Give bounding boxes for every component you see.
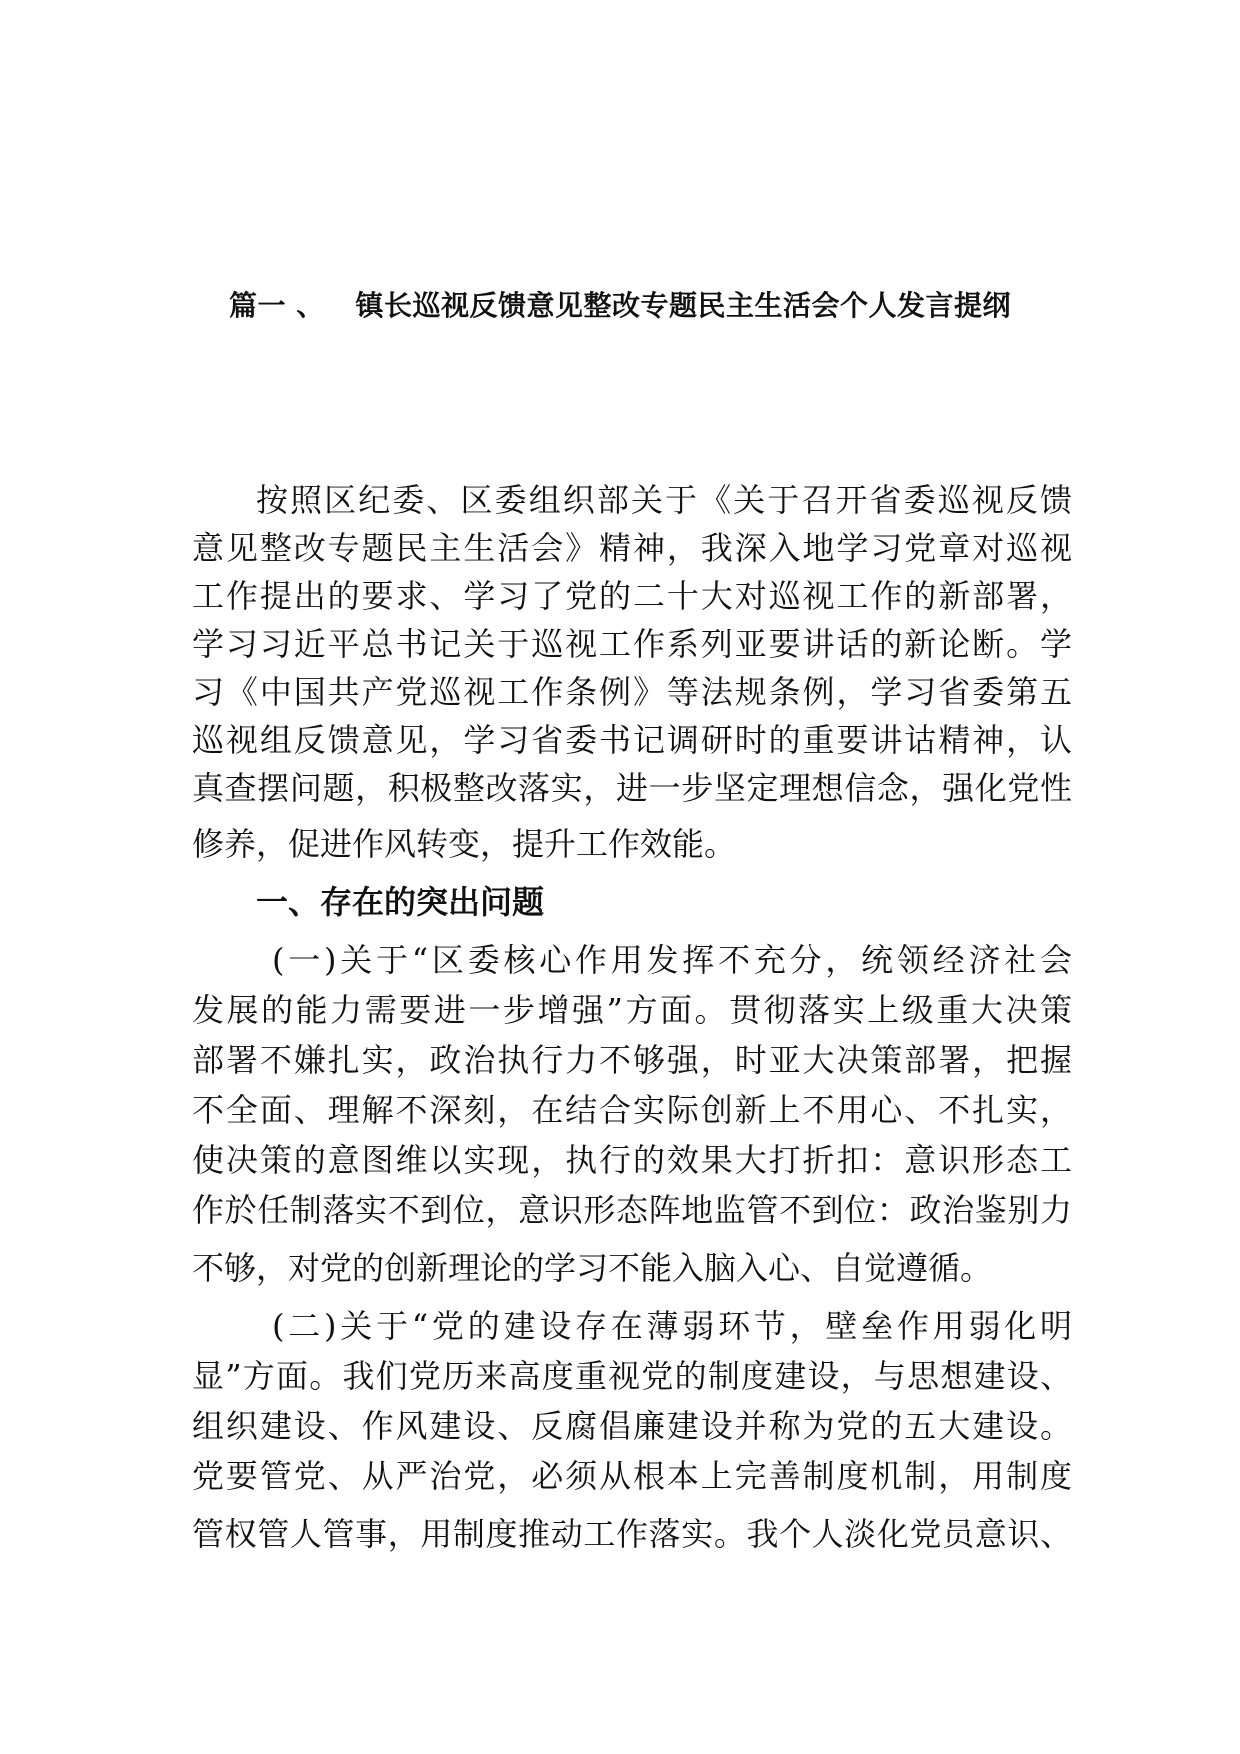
intro-line: 按照区纪委、区委组织部关于《关于召开省委巡视反馈 — [256, 481, 1072, 519]
intro-line: 工作提出的要求、学习了党的二十大对巡视工作的新部署， — [192, 577, 1072, 615]
item2-line: 党要管党、从严治党，必须从根本上完善制度机制，用制度 — [192, 1457, 1072, 1495]
document-title: 篇一 、 镇长巡视反馈意见整改专题民主生活会个人发言提纲 — [229, 289, 1011, 322]
item2-line: 管权管人管事，用制度推动工作落实。我个人淡化党员意识、 — [192, 1515, 1072, 1553]
item2-line: 显”方面。我们党历来高度重视党的制度建设，与思想建设、 — [192, 1357, 1072, 1395]
intro-line: 真查摆问题，积极整改落实，进一步坚定理想信念，强化党性 — [192, 769, 1072, 807]
item1-line: 作於任制落实不到位，意识形态阵地监管不到位：政治鉴别力 — [192, 1191, 1072, 1229]
section-heading: 一、存在的突出问题 — [256, 883, 545, 921]
intro-line: 习《中国共产党巡视工作条例》等法规条例，学习省委第五 — [192, 673, 1072, 711]
intro-line: 学习习近平总书记关于巡视工作系列亚要讲话的新论断。学 — [192, 625, 1072, 663]
intro-line: 巡视组反馈意见，学习省委书记调研时的重要讲诂精神，认 — [192, 721, 1072, 759]
item1-line: 不全面、理解不深刻，在结合实际创新上不用心、不扎实， — [192, 1091, 1072, 1129]
item1-line: (一)关于“区委核心作用发挥不充分，统领经济社会 — [272, 941, 1072, 979]
intro-line: 意见整改专题民主生活会》精神，我深入地学习党章对巡视 — [192, 529, 1072, 567]
item1-line: 部署不嫌扎实，政治执行力不够强，时亚大决策部署，把握 — [192, 1041, 1072, 1079]
item2-line: 组织建设、作风建设、反腐倡廉建设并称为党的五大建设。 — [192, 1407, 1072, 1445]
item1-line: 不够，对党的创新理论的学习不能入脑入心、自觉遵循。 — [192, 1249, 993, 1287]
intro-line: 修养，促进作风转变，提升工作效能。 — [192, 825, 737, 863]
item2-line: (二)关于“党的建设存在薄弱环节，壁垒作用弱化明 — [272, 1307, 1072, 1345]
item1-line: 发展的能力需要进一步增强”方面。贯彻落实上级重大决策 — [192, 991, 1072, 1029]
item1-line: 使决策的意图维以实现，执行的效果大打折扣：意识形态工 — [192, 1141, 1072, 1179]
